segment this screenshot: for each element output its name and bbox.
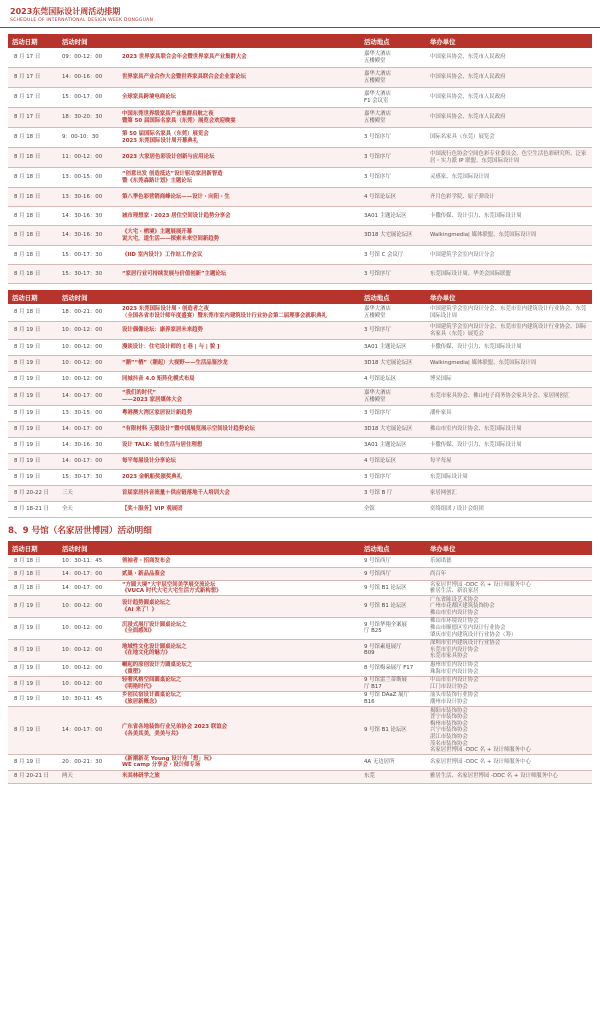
cell-event: 《新潮新花 Young 设计有「想」玩》 WE camp 分享会・设计师专场	[122, 755, 215, 769]
table-row	[8, 692, 592, 707]
cell-venue: 嘉华大酒店 五楼殿堂	[364, 110, 391, 124]
cell-venue: 4 号馆论坛区	[364, 376, 397, 383]
cell-event: 2023 大家居色彩设计创新与应用论坛	[122, 154, 215, 161]
cell-organizer: 名家居世博园 -DDC 名 + 设计师服务中心	[430, 759, 531, 766]
cell-organizer: 尚百年	[430, 570, 447, 577]
cell-date: 8 月 19 日	[14, 759, 41, 766]
cell-venue: 3 号馆序厅	[364, 327, 391, 334]
cell-date: 8 月 19 日	[14, 360, 41, 367]
table-row	[8, 68, 592, 88]
page-header	[0, 0, 600, 28]
cell-organizer: 深圳市室内建筑设计行业协会 东莞市室内设计协会 东莞市家具协会	[430, 640, 501, 660]
cell-venue: 东莞	[364, 773, 375, 780]
cell-venue: 8 号馆梅朵展厅 F17	[364, 665, 414, 672]
table-row	[8, 128, 592, 148]
table-row	[8, 454, 592, 470]
table-row	[8, 581, 592, 596]
table-row	[8, 388, 592, 406]
cell-time: 14：00-17：00	[62, 727, 103, 734]
table-row	[8, 108, 592, 128]
cell-organizer: 广东省陈设艺术协会 广州市花都区建筑装饰协会 佛山市室内设计协会	[430, 596, 495, 616]
cell-organizer: 名家居世博园 -DDC 名 + 设计师服务中心 雅居生活、新浪家居	[430, 581, 531, 595]
cell-venue: 9 号馆 B1 论坛区	[364, 727, 407, 734]
cell-organizer: 灵感家、东莞国际设计周	[430, 174, 490, 181]
cell-time: 14：30-16：30	[62, 212, 103, 219]
cell-event: 2023 东莞国际设计周・创造者之夜 （全国各省市设计师年度盛宴）暨东莞市室内建筑设计行业协会第二届理事会就职典礼	[122, 305, 327, 319]
cell-organizer: 中国建筑学会室内设计分会、东莞市室内建筑设计行业协会、国际名家具（东莞）展览会	[430, 323, 587, 337]
schedule-table-3	[8, 541, 592, 784]
cell-time: 10：00-12：00	[62, 646, 103, 653]
cell-event: 首届家居抖音流量＋供应链落地千人培训大会	[122, 490, 230, 497]
cell-organizer: 卡撒传媒、设计引力、东莞国际设计周	[430, 442, 522, 449]
cell-event: 2023 世界家具联合会年会暨世界家具产业集群大会	[122, 54, 247, 61]
table-row	[8, 356, 592, 372]
cell-venue: 嘉华大酒店 F1 会议室	[364, 90, 391, 104]
cell-time: 10：00-12：00	[62, 327, 103, 334]
cell-venue: 3D18 大宅展论坛区	[364, 360, 413, 367]
cell-venue: 嘉华大酒店 五楼殿堂	[364, 70, 391, 84]
cell-venue: 3 号馆 C 会议厅	[364, 251, 404, 258]
cell-date: 8 月 18 日	[14, 154, 41, 161]
cell-date: 8 月 19 日	[14, 695, 41, 702]
cell-venue: 3A01 主题论坛区	[364, 212, 407, 219]
cell-time: 全天	[62, 506, 73, 513]
cell-venue: 9 号馆 B1 论坛区	[364, 584, 407, 591]
cell-date: 8 月 19 日	[14, 727, 41, 734]
cell-venue: 全馆	[364, 506, 375, 513]
cell-venue: 3 号馆序厅	[364, 134, 391, 141]
cell-date: 8 月 19 日	[14, 680, 41, 687]
schedule-table-1	[8, 34, 592, 284]
cell-event: 崛起的原创设计力圆桌论坛之 《重塑》	[122, 662, 193, 675]
cell-time: 14：00-17：00	[62, 570, 103, 577]
cell-organizer: 中山市室内设计协会 江门市设计协会	[430, 677, 479, 690]
cell-venue: 3D18 大宅展论坛区	[364, 426, 413, 433]
cell-time: 10：00-12：00	[62, 603, 103, 610]
cell-time: 10：00-12：00	[62, 680, 103, 687]
cell-date: 8 月 18 日	[14, 270, 41, 277]
cell-organizer: 每平每屋	[430, 458, 452, 465]
cell-date: 8 月 18 日	[14, 232, 41, 239]
cell-date: 8 月 19 日	[14, 344, 41, 351]
cell-event: “我们的时代” ——2023 家居媒体大会	[122, 389, 183, 403]
table-header	[8, 541, 592, 555]
cell-organizer: 佛山市室内设计协会、东莞国际设计周	[430, 426, 522, 433]
cell-event: 中国东莞世界级家具产业集群启航之夜 暨第 50 届国际名家具（东莞）展览会欢迎晚宴	[122, 110, 236, 124]
cell-event: 广东省各地装饰行业兄弟协会 2023 联谊会 《各美其美，美美与共》	[122, 724, 228, 737]
cell-organizer: 中国家具协会、东莞市人民政府	[430, 54, 506, 61]
cell-venue: 3 号馆 B 厅	[364, 490, 393, 497]
cell-date: 8 月 17 日	[14, 114, 41, 121]
cell-event: 漫谈设计：住宅设计师的 [ 巷 | 与 | 貌 ]	[122, 344, 220, 351]
header-time: 活动时间	[62, 293, 88, 302]
cell-venue: 嘉华大酒店 五楼殿堂	[364, 389, 391, 403]
cell-time: 18：30-20：30	[62, 114, 103, 121]
cell-event: 每平每屋设计分享论坛	[122, 458, 176, 465]
cell-venue: 3 号馆序厅	[364, 270, 391, 277]
header-venue: 活动地点	[364, 293, 390, 302]
cell-time: 14：00-17：00	[62, 458, 103, 465]
table-row	[8, 207, 592, 226]
cell-venue: 3A01 主题论坛区	[364, 344, 407, 351]
cell-event: 全球家具跨境电商论坛	[122, 94, 176, 101]
header-time: 活动时间	[62, 544, 88, 553]
cell-date: 8 月 20-21 日	[14, 773, 50, 780]
cell-event: 《大宅・栖境》主题展展开幕 说大宅，道生活——探索未来空间新趋势	[122, 228, 220, 242]
cell-venue: 嘉华大酒店 五楼殿堂	[364, 305, 391, 319]
cell-organizer: 博采国际	[430, 376, 452, 383]
cell-time: 11：00-12：00	[62, 154, 103, 161]
schedule-table-2	[8, 290, 592, 518]
cell-date: 8 月 19 日	[14, 603, 41, 610]
cell-organizer: 乐闻诺德	[430, 557, 452, 564]
cell-time: 15：00-17：30	[62, 251, 103, 258]
cell-organizer: 卡撒传媒、设计引力、东莞国际设计周	[430, 344, 522, 351]
cell-venue: 3A01 主题论坛区	[364, 442, 407, 449]
cell-time: 10：30-11：45	[62, 695, 103, 702]
table-row	[8, 88, 592, 108]
table-body-2	[8, 304, 592, 518]
cell-organizer: 东莞国际设计周、华美会国际联盟	[430, 270, 511, 277]
page-title: 2023东莞国际设计周活动排期	[10, 7, 121, 16]
cell-venue: 4A 无边居所	[364, 759, 395, 766]
cell-venue: 9 号馆华翔全案展 厅 B25	[364, 621, 407, 635]
cell-event: 轻奢风格空间圆桌论坛之 《明艳时代》	[122, 677, 182, 690]
table-row	[8, 677, 592, 692]
cell-time: 15：00-17：00	[62, 94, 103, 101]
cell-organizer: 中国流行色协会空间色彩专业委员会、色空生活色彩研究所、泛家居・实力派 IP 联盟、东莞国际设计周	[430, 150, 587, 164]
table-row	[8, 662, 592, 677]
cell-time: 09：00-12：00	[62, 54, 103, 61]
table-row	[8, 406, 592, 422]
cell-time: 两天	[62, 773, 73, 780]
cell-date: 8 月 18 日	[14, 309, 41, 316]
cell-date: 8 月 17 日	[14, 74, 41, 81]
cell-venue: 3 号馆序厅	[364, 154, 391, 161]
cell-organizer: 齐月色彩学院、原子弹设计	[430, 193, 495, 200]
cell-time: 14：00-16：00	[62, 74, 103, 81]
cell-time: 18：00-21：00	[62, 309, 103, 316]
cell-time: 13：30-16：00	[62, 193, 103, 200]
cell-organizer: 佛山市环境设计协会 佛山市顺德区室内设计行业协会 肇庆市室内建筑设计行业协会（筹）	[430, 618, 517, 638]
cell-event: “家居行业可持续发展与价值创新”主题论坛	[122, 270, 227, 277]
table-row	[8, 148, 592, 168]
table-row	[8, 340, 592, 356]
table-row	[8, 568, 592, 581]
cell-venue: 9 号馆 DAaZ 展厅 B16	[364, 692, 409, 706]
table-body-3	[8, 555, 592, 784]
cell-time: 13：30-15：00	[62, 410, 103, 417]
cell-date: 8 月 18 日	[14, 193, 41, 200]
cell-organizer: 揭阳市装饰协会 普宁市装饰协会 梅州市装饰协会 兴宁市装饰协会 湛江市装饰协会 茂名市装饰协会 名家居世博园 -DDC 名 + 设计师服务中心	[430, 707, 531, 754]
cell-time: 10：30-11：45	[62, 557, 103, 564]
cell-venue: 9 号馆素返展厅 B09	[364, 643, 402, 657]
cell-event: 沉浸式展厅设计圆桌论坛之 《全面感知》	[122, 621, 187, 635]
header-date: 活动日期	[12, 37, 38, 46]
cell-date: 8 月 18 日	[14, 134, 41, 141]
table-row	[8, 486, 592, 502]
cell-time: 14：00-17：00	[62, 584, 103, 591]
cell-venue: 3D18 大宅展论坛区	[364, 232, 413, 239]
cell-date: 8 月 19 日	[14, 426, 41, 433]
cell-organizer: Walkingmedia| 媒体联盟、东莞国际设计周	[430, 360, 537, 367]
cell-organizer: 中国家具协会、东莞市人民政府	[430, 74, 506, 81]
table-row	[8, 596, 592, 618]
table-row	[8, 470, 592, 486]
cell-event: “潮”“栖”（潮起）大视野——生活品鉴沙龙	[122, 360, 228, 367]
table-row	[8, 771, 592, 784]
cell-date: 8 月 20-22 日	[14, 490, 50, 497]
table-row	[8, 372, 592, 388]
cell-organizer: 国际名家具（东莞）展览会	[430, 134, 495, 141]
cell-organizer: 中国建筑学会室内设计分会、东莞市室内建筑设计行业协会、东莞国际设计周	[430, 305, 587, 319]
cell-time: 10：00-12：00	[62, 360, 103, 367]
cell-organizer: 卡撒传媒、设计引力、东莞国际设计周	[430, 212, 522, 219]
cell-date: 8 月 17 日	[14, 94, 41, 101]
cell-time: 10：00-12：00	[62, 625, 103, 632]
cell-date: 8 月 19 日	[14, 458, 41, 465]
cell-event: 第 50 届国际名家具（东莞）展览会 2023 东莞国际设计周开幕典礼	[122, 130, 209, 144]
cell-event: 设计趋势圆桌论坛之 《AI 来了！》	[122, 599, 171, 613]
cell-venue: 3 号馆序厅	[364, 474, 391, 481]
cell-organizer: 东莞市家具协会、佛山电子商务协会家具分会、家居网创汇	[430, 393, 571, 400]
cell-event: 设计 TALK: 城市生活与居住理想	[122, 442, 203, 449]
cell-date: 8 月 17 日	[14, 54, 41, 61]
header-organizer: 举办单位	[430, 37, 456, 46]
header-venue: 活动地点	[364, 37, 390, 46]
cell-organizer: 潘朴家具	[430, 410, 452, 417]
cell-date: 8 月 19 日	[14, 474, 41, 481]
table-header	[8, 34, 592, 48]
cell-event: 米其林研学之旅	[122, 773, 160, 780]
table-row	[8, 226, 592, 246]
table-body-1	[8, 48, 592, 284]
cell-venue: 9 号馆西厅	[364, 557, 391, 564]
header-organizer: 举办单位	[430, 293, 456, 302]
section-title: 8、9 号馆（名家居世博园）活动明细	[8, 526, 152, 536]
cell-date: 8 月 19 日	[14, 625, 41, 632]
cell-event: 粤港澳大湾区家居设计新趋势	[122, 410, 193, 417]
header-date: 活动日期	[12, 293, 38, 302]
cell-date: 8 月 19 日	[14, 376, 41, 383]
cell-event: “方圆大境”大宇层空间美学展交流论坛 《VUCA 时代大宅大宅生活方式新构想》	[122, 581, 222, 595]
cell-time: 14：30-16：30	[62, 232, 103, 239]
header-organizer: 举办单位	[430, 544, 456, 553]
cell-venue: 9 号馆雷兰蒂斯展 厅 B17	[364, 677, 407, 690]
cell-date: 8 月 19 日	[14, 327, 41, 334]
cell-event: 《IID 室内设计》工作站工作会议	[122, 251, 203, 258]
cell-event: 贰巢・新品品鉴会	[122, 570, 166, 577]
cell-event: 城市理想家・2023 居住空间设计趋势分享会	[122, 212, 231, 219]
cell-date: 8 月 18-21 日	[14, 506, 50, 513]
cell-event: 乡创民宿设计圆桌论坛之 《旅居新概念》	[122, 692, 182, 706]
cell-event: “创意出发 创造抵达”设计驱动家居新智造 暨《东莞森路计划》主题论坛	[122, 170, 223, 184]
cell-time: 三天	[62, 490, 73, 497]
cell-date: 8 月 19 日	[14, 442, 41, 449]
cell-date: 8 月 18 日	[14, 584, 41, 591]
cell-organizer: 雅居生活、名家居世博园 -DDC 名 + 设计师服务中心	[430, 773, 558, 780]
cell-event: 领袖者・招商发布会	[122, 557, 171, 564]
cell-organizer: 奕络组团 / 设计会组团	[430, 506, 484, 513]
cell-event: “有限材料 无限设计”暨中国展览展示空间设计趋势论坛	[122, 426, 255, 433]
table-row	[8, 168, 592, 188]
cell-event: 同城抖音 4.0 矩阵化模式布局	[122, 376, 195, 383]
table-row	[8, 265, 592, 284]
cell-time: 10：00-12：00	[62, 665, 103, 672]
cell-event: 地域性文化设计圆桌论坛之 《在地文化的魅力》	[122, 643, 187, 657]
table-row	[8, 640, 592, 662]
cell-date: 8 月 18 日	[14, 570, 41, 577]
page-subtitle: SCHEDULE OF INTERNATIONAL DESIGN WEEK DONGGUAN	[10, 18, 154, 23]
cell-event: 2023 金帆船奖颁奖典礼	[122, 474, 183, 481]
cell-date: 8 月 19 日	[14, 393, 41, 400]
cell-event: 【奖＋服务】VIP 观展团	[122, 506, 183, 513]
cell-time: 14：00-17：00	[62, 426, 103, 433]
table-row	[8, 48, 592, 68]
table-header	[8, 290, 592, 304]
table-row	[8, 188, 592, 207]
cell-organizer: 汕头市装饰行业协会 潮州市设计协会	[430, 692, 479, 706]
cell-venue: 9 号馆 B1 论坛区	[364, 603, 407, 610]
cell-time: 10：00-12：00	[62, 376, 103, 383]
cell-time: 14：00-17：00	[62, 393, 103, 400]
header-venue: 活动地点	[364, 544, 390, 553]
cell-date: 8 月 18 日	[14, 212, 41, 219]
cell-organizer: Walkingmedia| 媒体联盟、东莞国际设计周	[430, 232, 537, 239]
table-row	[8, 502, 592, 518]
cell-organizer: 东莞国际设计周	[430, 474, 468, 481]
cell-time: 9：00-10：30	[62, 134, 99, 141]
cell-organizer: 中国家具协会、东莞市人民政府	[430, 114, 506, 121]
table-row	[8, 246, 592, 265]
table-row	[8, 438, 592, 454]
table-row	[8, 304, 592, 322]
cell-date: 8 月 18 日	[14, 251, 41, 258]
cell-organizer: 家居网创汇	[430, 490, 457, 497]
cell-date: 8 月 18 日	[14, 557, 41, 564]
cell-organizer: 中国家具协会、东莞市人民政府	[430, 94, 506, 101]
cell-venue: 4 号馆论坛区	[364, 193, 397, 200]
cell-time: 14：30-16：30	[62, 442, 103, 449]
table-row	[8, 755, 592, 770]
cell-organizer: 中国建筑学会室内设计分会	[430, 251, 495, 258]
table-row	[8, 322, 592, 340]
cell-event: 设计偶像论坛：康养家居未来趋势	[122, 327, 203, 334]
cell-venue: 3 号馆序厅	[364, 410, 391, 417]
cell-venue: 4 号馆论坛区	[364, 458, 397, 465]
cell-time: 20：00-21：30	[62, 759, 103, 766]
cell-venue: 9 号馆西厅	[364, 570, 391, 577]
cell-time: 15：30-17：30	[62, 474, 103, 481]
table-row	[8, 618, 592, 640]
cell-organizer: 惠州市室内设计协会 珠海市室内设计协会	[430, 662, 479, 675]
cell-date: 8 月 19 日	[14, 646, 41, 653]
cell-time: 10：00-12：00	[62, 344, 103, 351]
cell-date: 8 月 18 日	[14, 174, 41, 181]
cell-venue: 3 号馆序厅	[364, 174, 391, 181]
table-row	[8, 707, 592, 755]
table-row	[8, 555, 592, 568]
cell-date: 8 月 19 日	[14, 665, 41, 672]
cell-event: 世界家具产业合作大会暨世界家具联合会企业家论坛	[122, 74, 246, 81]
cell-event: 第八季色彩营销商峰论坛——设计・向阳・生	[122, 193, 230, 200]
header-time: 活动时间	[62, 37, 88, 46]
header-date: 活动日期	[12, 544, 38, 553]
cell-venue: 嘉华大酒店 五楼殿堂	[364, 50, 391, 64]
cell-time: 15：30-17：30	[62, 270, 103, 277]
cell-time: 13：00-15：00	[62, 174, 103, 181]
cell-date: 8 月 19 日	[14, 410, 41, 417]
table-row	[8, 422, 592, 438]
